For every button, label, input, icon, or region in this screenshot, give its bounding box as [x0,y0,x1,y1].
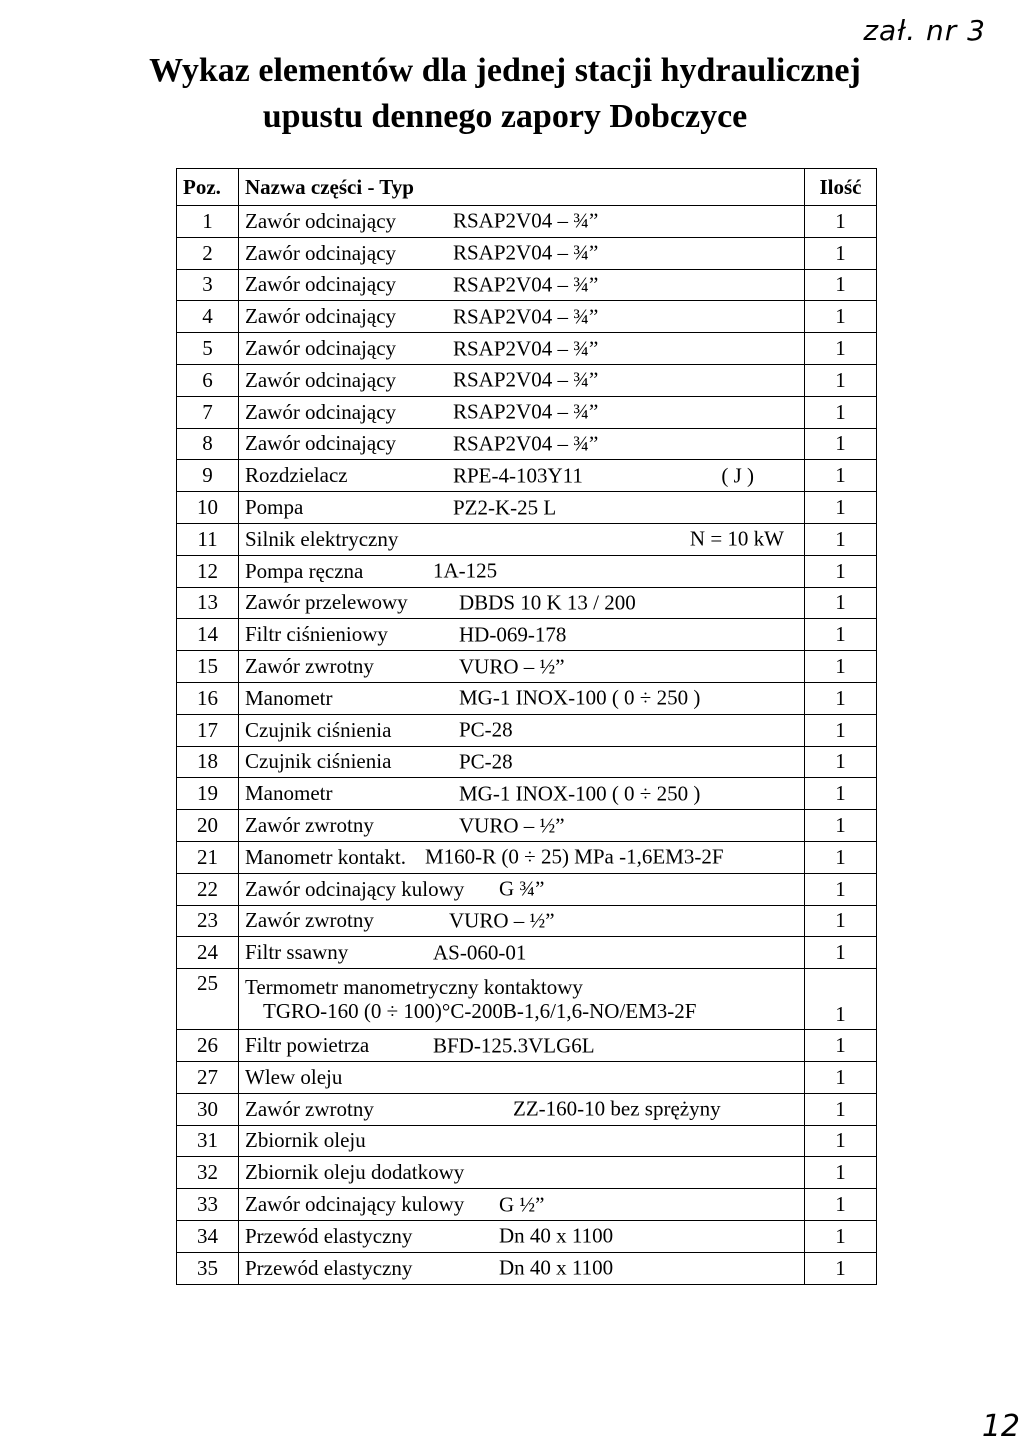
row-quantity: 1 [805,428,877,460]
part-type: PC-28 [459,717,513,742]
part-type: BFD-125.3VLG6L [433,1033,595,1058]
part-name: Termometr manometryczny kontaktowy [245,975,583,1000]
part-name: Silnik elektryczny [245,526,399,551]
table-row [177,778,877,810]
table-row [177,523,877,555]
row-quantity: 1 [805,810,877,842]
table-row [177,1030,877,1062]
table-row [177,1157,877,1189]
row-name-cell [239,1220,805,1252]
row-name-cell [239,206,805,238]
part-name: Manometr [245,685,333,710]
part-name: Filtr ssawny [245,940,349,965]
row-name-cell [239,492,805,524]
row-position: 34 [177,1220,239,1252]
part-name: Czujnik ciśnienia [245,717,392,742]
part-name: Zbiornik oleju [245,1128,366,1153]
table-row [177,810,877,842]
row-quantity: 1 [805,714,877,746]
part-name: Rozdzielacz [245,463,348,488]
header-position: Poz. [177,169,239,206]
table-row [177,1093,877,1125]
table-row [177,237,877,269]
title-line-1: Wykaz elementów dla jednej stacji hydraulicznej [149,52,861,89]
row-name-cell [239,396,805,428]
part-type: 1A-125 [433,558,498,583]
row-position: 8 [177,428,239,460]
part-name: Przewód elastyczny [245,1255,413,1280]
part-name: Pompa ręczna [245,558,364,583]
row-quantity: 1 [805,746,877,778]
table-row [177,492,877,524]
part-extra: ( J ) [721,463,754,488]
part-type: MG-1 INOX-100 ( 0 ÷ 250 ) [459,685,701,710]
row-position: 25 [177,969,239,1030]
row-position: 30 [177,1093,239,1125]
part-type: G ¾” [499,876,545,901]
row-quantity: 1 [805,555,877,587]
row-name-cell [239,1093,805,1125]
part-type: Dn 40 x 1100 [499,1223,614,1248]
table-row [177,651,877,683]
part-type: VURO – ½” [459,813,565,838]
part-name: Zawór odcinający [245,367,397,392]
part-type: PC-28 [459,749,513,774]
row-name-cell [239,587,805,619]
part-name: Manometr kontakt. [245,844,406,869]
row-quantity: 1 [805,937,877,969]
part-extra: N = 10 kW [689,526,784,551]
table-row [177,1220,877,1252]
row-position: 24 [177,937,239,969]
row-position: 10 [177,492,239,524]
part-type: G ½” [499,1192,545,1216]
row-quantity: 1 [805,492,877,524]
row-position: 1 [177,206,239,238]
page-number: 12 [981,1409,1020,1444]
row-name-cell [239,1189,805,1221]
title-line-2: upustu dennego zapory Dobczyce [262,98,748,135]
row-name-cell [239,333,805,365]
table-row [177,333,877,365]
row-position: 18 [177,746,239,778]
row-quantity: 1 [805,682,877,714]
row-name-cell [239,1030,805,1062]
part-type: RSAP2V04 – ¾” [453,272,599,297]
row-quantity: 1 [805,523,877,555]
row-quantity: 1 [805,1061,877,1093]
row-position: 7 [177,396,239,428]
part-name: Zawór odcinający [245,399,397,424]
part-name: Zawór odcinający kulowy [245,876,465,901]
part-name: Zawór odcinający [245,240,397,265]
row-quantity: 1 [805,1030,877,1062]
table-row [177,1125,877,1157]
part-type: M160-R (0 ÷ 25) MPa -1,6EM3-2F [425,844,724,869]
table-row [177,1252,877,1284]
part-name: Filtr powietrza [245,1033,370,1058]
part-type: MG-1 INOX-100 ( 0 ÷ 250 ) [459,781,701,806]
attachment-note: zał. nr 3 [863,14,986,47]
row-position: 20 [177,810,239,842]
row-quantity: 1 [805,460,877,492]
row-quantity: 1 [805,651,877,683]
part-name: Zawór zwrotny [245,813,374,838]
table-row [177,873,877,905]
part-name: Zawór odcinający [245,208,397,233]
row-quantity: 1 [805,841,877,873]
row-name-cell [239,810,805,842]
row-position: 2 [177,237,239,269]
row-position: 16 [177,682,239,714]
row-quantity: 1 [805,1125,877,1157]
row-position: 19 [177,778,239,810]
part-name: Wlew oleju [245,1064,343,1089]
part-name: Zawór zwrotny [245,908,374,933]
table-row [177,841,877,873]
row-position: 32 [177,1157,239,1189]
part-type: VURO – ½” [459,654,565,679]
part-name: Zawór odcinający [245,336,397,361]
header-quantity: Ilość [805,169,877,206]
row-name-cell [239,364,805,396]
table-row [177,587,877,619]
row-name-cell [239,714,805,746]
table-row [177,714,877,746]
table-row [177,1189,877,1221]
part-name: Zawór przelewowy [245,590,408,615]
row-name-cell [239,1157,805,1189]
table-row [177,364,877,396]
part-name: Przewód elastyczny [245,1223,413,1248]
document-title [130,48,880,140]
row-name-cell [239,778,805,810]
part-type: RPE-4-103Y11 [453,463,583,488]
row-name-cell [239,460,805,492]
row-quantity: 1 [805,1093,877,1125]
row-position: 3 [177,269,239,301]
row-quantity: 1 [805,1157,877,1189]
row-name-cell [239,841,805,873]
row-position: 22 [177,873,239,905]
part-type: DBDS 10 K 13 / 200 [459,590,636,615]
table-row [177,905,877,937]
parts-table [176,168,877,1285]
row-name-cell [239,1125,805,1157]
row-name-cell [239,301,805,333]
row-position: 26 [177,1030,239,1062]
row-position: 15 [177,651,239,683]
part-type: RSAP2V04 – ¾” [453,304,599,329]
part-type: VURO – ½” [449,908,555,933]
row-position: 27 [177,1061,239,1093]
row-quantity: 1 [805,237,877,269]
part-name: Zawór zwrotny [245,654,374,679]
part-type: RSAP2V04 – ¾” [453,431,599,456]
row-quantity: 1 [805,905,877,937]
table-row [177,301,877,333]
row-quantity: 1 [805,1220,877,1252]
part-type: HD-069-178 [459,622,567,647]
row-position: 21 [177,841,239,873]
row-name-cell [239,555,805,587]
part-name: Zawór odcinający [245,304,397,329]
row-name-cell [239,905,805,937]
part-type: ZZ-160-10 bez sprężyny [513,1096,721,1121]
table-row [177,428,877,460]
part-name: Zawór zwrotny [245,1096,374,1121]
row-quantity: 1 [805,873,877,905]
row-quantity: 1 [805,969,877,1030]
row-position: 33 [177,1189,239,1221]
part-type: Dn 40 x 1100 [499,1255,614,1280]
part-type: RSAP2V04 – ¾” [453,367,599,392]
part-name: Filtr ciśnieniowy [245,622,388,647]
header-part-name: Nazwa części - Typ [239,169,805,206]
row-quantity: 1 [805,778,877,810]
table-row [177,460,877,492]
row-name-cell [239,651,805,683]
row-name-cell [239,682,805,714]
row-position: 35 [177,1252,239,1284]
table-row [177,269,877,301]
row-position: 14 [177,619,239,651]
row-name-cell [239,969,805,1030]
part-name: Zawór odcinający [245,431,397,456]
table-row [177,746,877,778]
row-position: 12 [177,555,239,587]
table-row [177,396,877,428]
row-position: 31 [177,1125,239,1157]
part-type: AS-060-01 [433,940,527,965]
row-name-cell [239,937,805,969]
row-position: 4 [177,301,239,333]
row-name-cell [239,873,805,905]
row-position: 13 [177,587,239,619]
part-type: RSAP2V04 – ¾” [453,336,599,361]
part-type: RSAP2V04 – ¾” [453,208,599,233]
part-name: Pompa [245,495,304,520]
row-name-cell [239,523,805,555]
part-type: RSAP2V04 – ¾” [453,240,599,265]
row-quantity: 1 [805,301,877,333]
part-name: Zawór odcinający kulowy [245,1192,465,1216]
table-row [177,206,877,238]
table-header-row [177,169,877,206]
part-name: Czujnik ciśnienia [245,749,392,774]
row-position: 5 [177,333,239,365]
row-quantity: 1 [805,269,877,301]
row-name-cell [239,619,805,651]
row-name-cell [239,237,805,269]
row-quantity: 1 [805,587,877,619]
row-quantity: 1 [805,364,877,396]
row-name-cell [239,428,805,460]
table-row [177,619,877,651]
part-type: PZ2-K-25 L [453,495,557,520]
part-name: Zbiornik oleju dodatkowy [245,1160,465,1185]
part-type: TGRO-160 (0 ÷ 100)°C-200B-1,6/1,6-NO/EM3-2F [263,999,697,1024]
row-position: 17 [177,714,239,746]
row-quantity: 1 [805,619,877,651]
table-row [177,969,877,1030]
row-quantity: 1 [805,206,877,238]
table-row [177,555,877,587]
part-type: RSAP2V04 – ¾” [453,399,599,424]
table-row [177,937,877,969]
row-quantity: 1 [805,1252,877,1284]
row-quantity: 1 [805,1189,877,1221]
row-name-cell [239,746,805,778]
row-name-cell [239,1252,805,1284]
part-name: Manometr [245,781,333,806]
row-name-cell [239,269,805,301]
table-row [177,1061,877,1093]
row-quantity: 1 [805,333,877,365]
row-quantity: 1 [805,396,877,428]
row-position: 23 [177,905,239,937]
part-name: Zawór odcinający [245,272,397,297]
row-position: 11 [177,523,239,555]
row-position: 6 [177,364,239,396]
row-position: 9 [177,460,239,492]
row-name-cell [239,1061,805,1093]
table-row [177,682,877,714]
